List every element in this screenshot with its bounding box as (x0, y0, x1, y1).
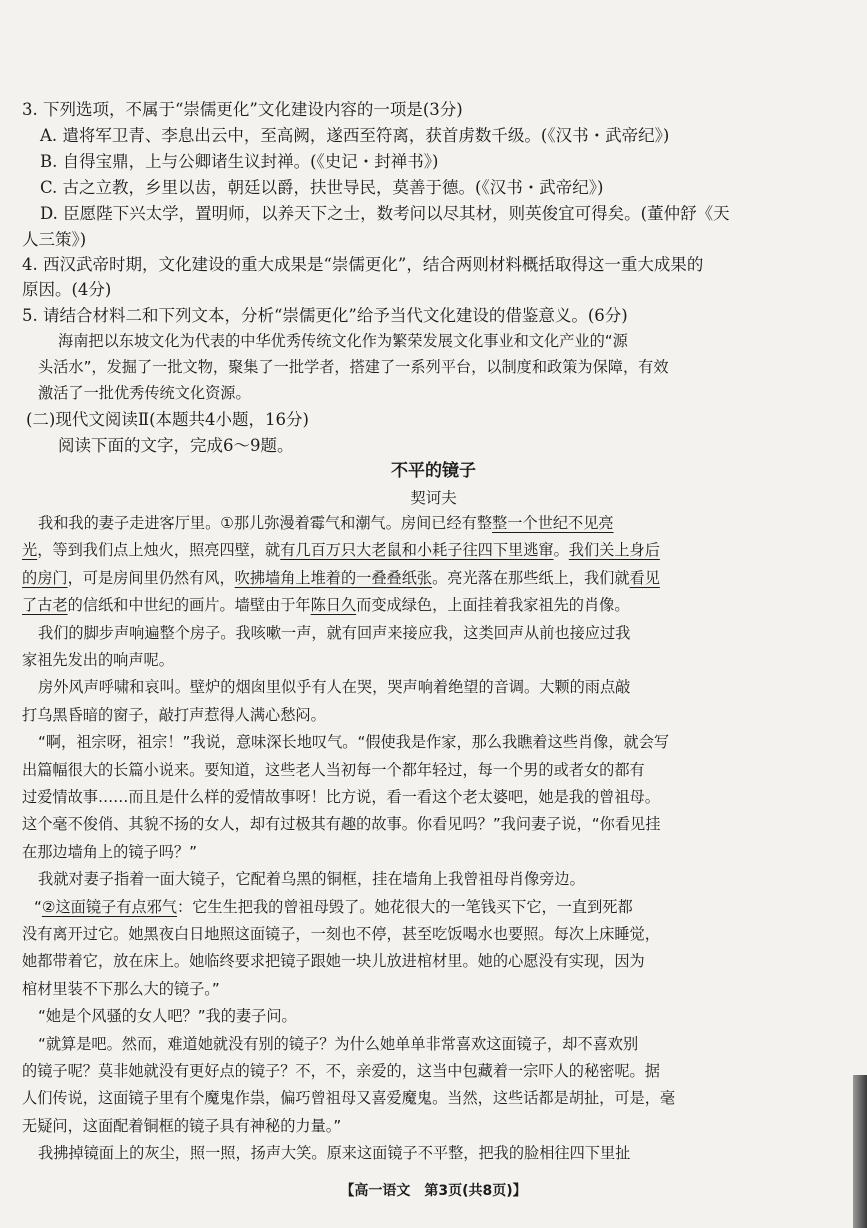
paragraph-3-line-2: 打乌黑昏暗的窗子，敲打声惹得人满心愁闷。 (22, 705, 326, 724)
text-run: 的信纸和中世纪的画片。墙壁由于年 (67, 596, 311, 615)
article-author: 契诃夫 (410, 489, 457, 507)
paragraph-1-line-4 (22, 592, 630, 619)
question-5-quote-line-2: 头活水”，发掘了一批文物，聚集了一批学者，搭建了一系列平台，以制度和政策为保障，有效 (38, 358, 669, 376)
underlined-run: 整一个世纪不见亮 (492, 514, 614, 532)
section-instruction: 阅读下面的文字，完成6～9题。 (58, 436, 294, 455)
underlined-run: 我们关上身后 (568, 541, 660, 560)
article-title: 不平的镜子 (391, 461, 476, 481)
text-run: ，可是房间里仍然有风， (67, 568, 235, 587)
paragraph-1-line-1 (38, 510, 614, 537)
paragraph-1-line-3 (22, 565, 660, 592)
paragraph-6-line-4: 棺材里装不下那么大的镜子。” (22, 979, 220, 998)
paragraph-7-line-1: “她是个风骚的女人吧？”我的妻子问。 (38, 1007, 297, 1026)
page-footer: 【高一语文 第3页(共8页)】 (340, 1183, 527, 1199)
question-3-option-d: D. 臣愿陛下兴太学，置明师，以养天下之士，数考问以尽其材，则英俊宜可得矣。(董仲舒《天 (40, 204, 730, 223)
paragraph-8-line-2: 的镜子呢？莫非她就没有更好点的镜子？不，不，亲爱的，这当中包藏着一宗吓人的秘密呢。据 (22, 1062, 660, 1080)
question-4-line-1: 4. 西汉武帝时期，文化建设的重大成果是“崇儒更化”，结合两则材料概括取得这一重大成果的 (22, 255, 704, 274)
question-3-stem: 3. 下列选项，不属于“崇儒更化”文化建设内容的一项是(3分) (22, 100, 463, 119)
text-run: ：它生生把我的曾祖母毁了。她花很大的一笔钱买下它，一直到死都 (177, 897, 633, 916)
paragraph-6-line-1 (34, 894, 633, 921)
text-run: ，等到我们点上烛火，照亮四壁，就 (37, 541, 281, 560)
paragraph-6-line-2: 没有离开过它。她黑夜白日地照这面镜子，一刻也不停，甚至吃饭喝水也要照。每次上床睡觉， (22, 925, 660, 943)
question-5-quote-line-3: 激活了一批优秀传统文化资源。 (38, 384, 251, 402)
section-heading: (二)现代文阅读Ⅱ(本题共4小题，16分) (26, 410, 309, 429)
paragraph-9-line-1: 我拂掉镜面上的灰尘，照一照，扬声大笑。原来这面镜子不平整，把我的脸相往四下里扯 (38, 1144, 631, 1163)
paragraph-5-line-1: 我就对妻子指着一面大镜子，它配着乌黑的铜框，挂在墙角上我曾祖母肖像旁边。 (38, 870, 585, 889)
underlined-run: 陈日久 (310, 596, 357, 615)
paragraph-2-line-1: 我们的脚步声响遍整个房子。我咳嗽一声，就有回声来接应我，这类回声从前也接应过我 (38, 623, 631, 642)
underlined-run: 了古老 (22, 596, 68, 615)
paragraph-1-line-2 (22, 537, 660, 564)
paragraph-3-line-1: 房外风声呼啸和哀叫。壁炉的烟囱里似乎有人在哭，哭声响着绝望的音调。大颗的雨点敲 (38, 678, 631, 697)
underlined-run: 吹拂墙角上堆着的一叠叠纸张 (234, 568, 433, 587)
text-run: 。亮光落在那些纸上，我们就 (432, 568, 630, 587)
text-run: “ (34, 897, 42, 916)
text-run: 我和我的妻子走进客厅里。①那儿弥漫着霉气和潮气。房间已经有整 (38, 514, 493, 532)
question-5-quote-line-1: 海南把以东坡文化为代表的中华优秀传统文化作为繁荣发展文化事业和文化产业的“源 (58, 332, 628, 350)
scan-edge-shadow (853, 1075, 867, 1228)
question-3-option-c: C. 古之立教，乡里以齿，朝廷以爵，扶世导民，莫善于德。(《汉书・武帝纪》) (40, 178, 604, 197)
underlined-run: 看见 (629, 568, 660, 587)
underlined-run: 光 (22, 541, 38, 560)
question-3-option-d-continued: 人三策》) (22, 230, 87, 249)
text-run: 。 (553, 541, 569, 560)
paragraph-6-line-3: 她都带着它，放在床上。她临终要求把镜子跟她一块儿放进棺材里。她的心愿没有实现，因为 (22, 952, 645, 971)
question-5-stem: 5. 请结合材料二和下列文本，分析“崇儒更化”给予当代文化建设的借鉴意义。(6分) (22, 306, 628, 325)
underlined-run: 的房门 (22, 568, 68, 587)
underlined-run: ②这面镜子有点邪气 (41, 897, 177, 916)
paragraph-4-line-5: 在那边墙角上的镜子吗？” (22, 842, 197, 861)
paragraph-4-line-4: 这个毫不俊俏、其貌不扬的女人，却有过极其有趣的故事。你看见吗？”我问妻子说，“你看见挂 (22, 815, 661, 834)
text-run: 而变成绿色，上面挂着我家祖先的肖像。 (356, 596, 630, 615)
paragraph-8-line-3: 人们传说，这面镜子里有个魔鬼作祟，偏巧曾祖母又喜爱魔鬼。当然，这些话都是胡扯，可是，毫 (22, 1089, 676, 1108)
underlined-run: 有几百万只大老鼠和小耗子往四下里逃窜 (280, 541, 554, 560)
paragraph-8-line-1: “就算是吧。然而，难道她就没有别的镜子？为什么她单单非常喜欢这面镜子，却不喜欢别 (38, 1034, 639, 1053)
paragraph-2-line-2: 家祖先发出的响声呢。 (22, 651, 174, 669)
question-3-option-a: A. 遣将军卫青、李息出云中，至高阙，遂西至符离，获首虏数千级。(《汉书・武帝纪》) (40, 126, 670, 145)
paragraph-8-line-4: 无疑问，这面配着铜框的镜子具有神秘的力量。” (22, 1116, 342, 1135)
question-3-option-b: B. 自得宝鼎，上与公卿诸生议封禅。(《史记・封禅书》) (40, 152, 439, 171)
question-4-line-2: 原因。(4分) (22, 280, 112, 299)
paragraph-4-line-3: 过爱情故事……而且是什么样的爱情故事呀！比方说，看一看这个老太婆吧，她是我的曾祖母。 (22, 788, 660, 806)
paragraph-4-line-2: 出篇幅很大的长篇小说来。要知道，这些老人当初每一个都年轻过，每一个男的或者女的都有 (22, 760, 645, 779)
paragraph-4-line-1: “啊，祖宗呀，祖宗！”我说，意味深长地叹气。“假使我是作家，那么我瞧着这些肖像，就会写 (38, 733, 670, 752)
